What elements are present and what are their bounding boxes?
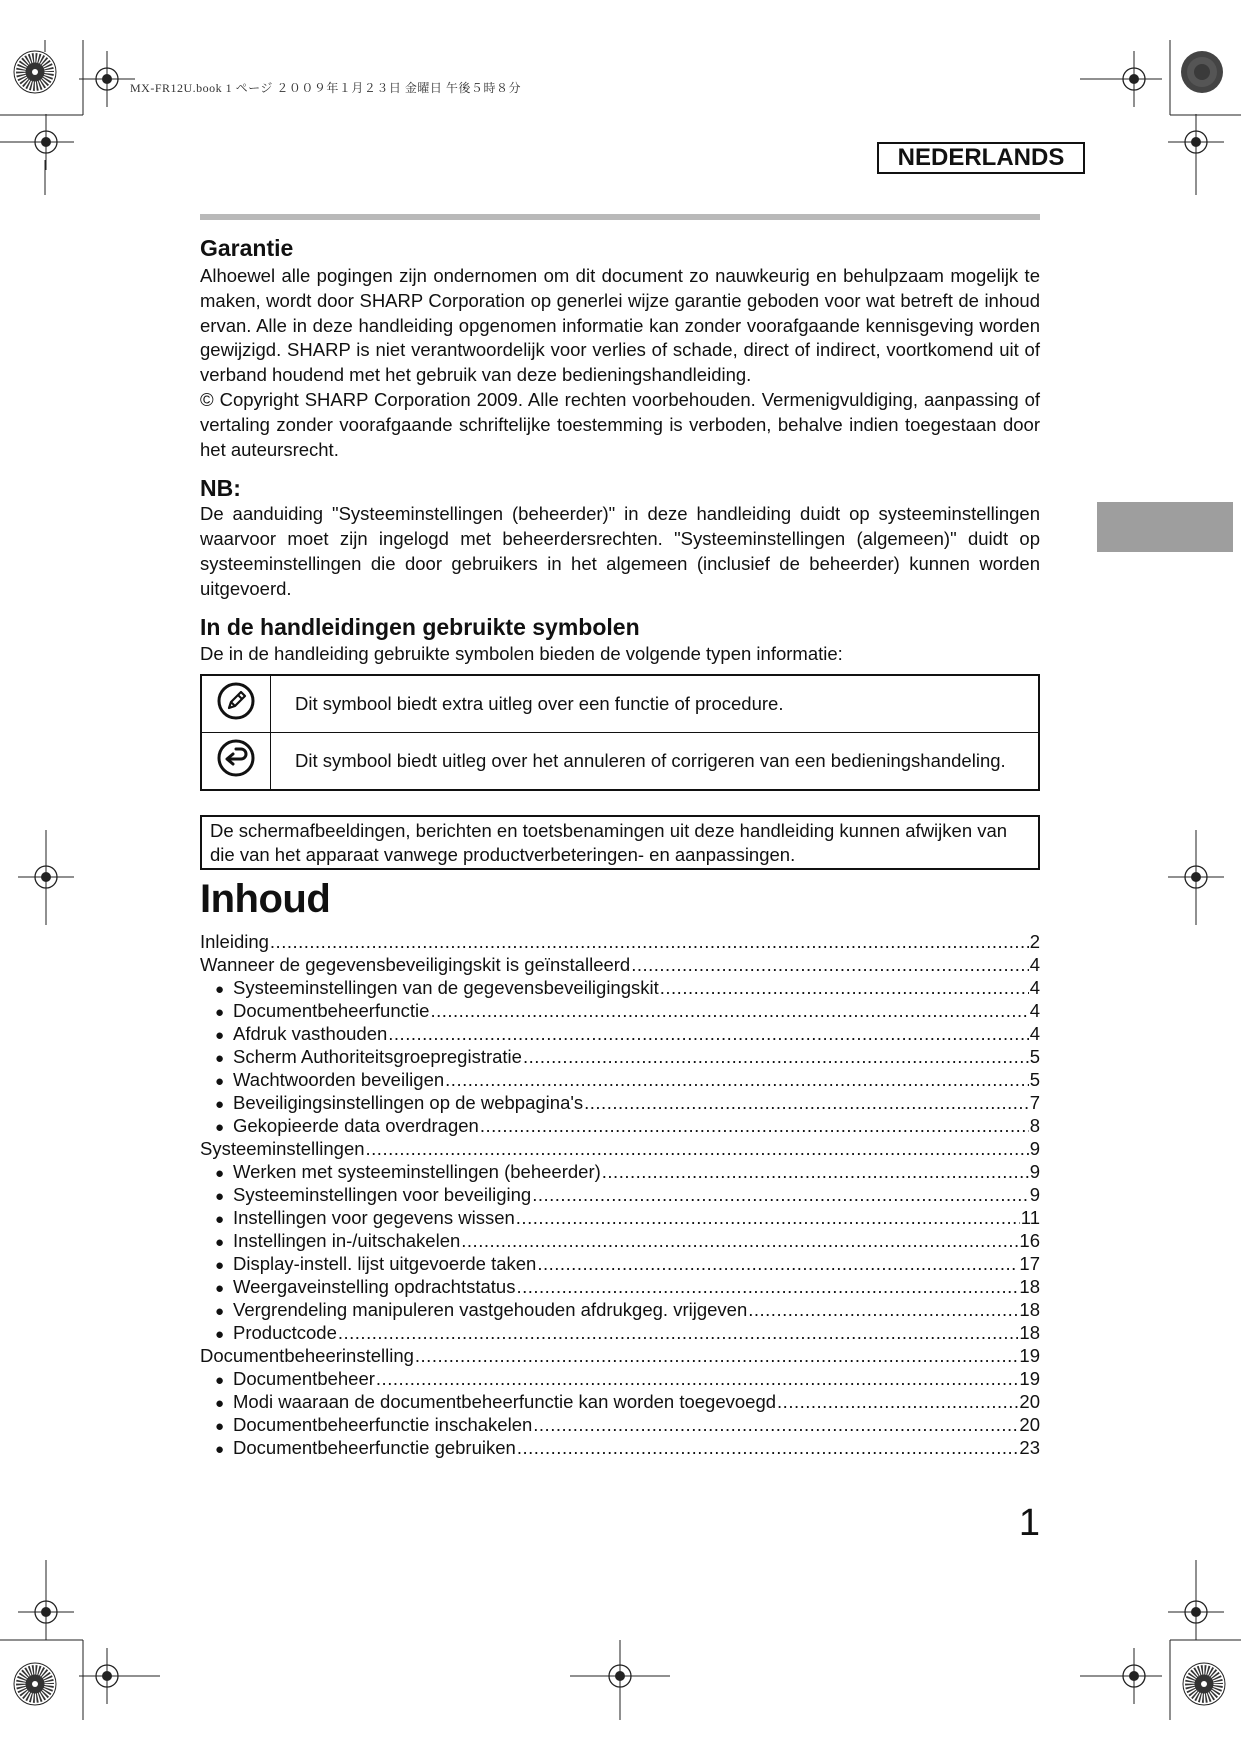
toc-leader-dots bbox=[748, 1298, 1018, 1321]
page-number: 1 bbox=[1018, 1502, 1040, 1544]
symbols-intro: De in de handleiding gebruikte symbolen bieden de volgende typen informatie: bbox=[200, 642, 843, 664]
symbols-row bbox=[201, 675, 1039, 733]
toc-entry-page: 4 bbox=[1029, 1023, 1040, 1045]
toc-leader-dots bbox=[523, 1045, 1029, 1068]
bullet-icon: ● bbox=[215, 1027, 225, 1045]
note-heading: NB: bbox=[200, 475, 241, 502]
toc-entry[interactable] bbox=[200, 1344, 1040, 1367]
toc-entry-title: Documentbeheerinstelling bbox=[200, 1345, 414, 1367]
toc-entry-title: Instellingen in-/uitschakelen bbox=[233, 1230, 461, 1252]
symbol-description: Dit symbool biedt extra uitleg over een functie of procedure. bbox=[271, 675, 1040, 733]
symbol-cell bbox=[201, 675, 271, 733]
toc-leader-dots bbox=[532, 1183, 1028, 1206]
toc-leader-dots bbox=[533, 1413, 1018, 1436]
toc-leader-dots bbox=[366, 1137, 1029, 1160]
toc-entry-page: 18 bbox=[1019, 1299, 1040, 1321]
toc-entry[interactable] bbox=[200, 1045, 1040, 1068]
undo-arrow-icon bbox=[216, 738, 256, 778]
toc-leader-dots bbox=[338, 1321, 1019, 1344]
symbol-description: Dit symbool biedt uitleg over het annuleren of corrigeren van een bedieningshandeling. bbox=[271, 733, 1040, 791]
warranty-section bbox=[200, 232, 1040, 462]
bullet-icon: ● bbox=[215, 1372, 225, 1390]
toc-entry-page: 4 bbox=[1029, 977, 1040, 999]
symbols-table bbox=[200, 674, 1040, 791]
toc-entry-title: Wachtwoorden beveiligen bbox=[233, 1069, 445, 1091]
toc-entry[interactable] bbox=[200, 1068, 1040, 1091]
toc-leader-dots bbox=[388, 1022, 1028, 1045]
toc-leader-dots bbox=[415, 1344, 1019, 1367]
toc-leader-dots bbox=[516, 1275, 1018, 1298]
bullet-icon: ● bbox=[215, 1050, 225, 1068]
toc-leader-dots bbox=[631, 953, 1028, 976]
toc-list bbox=[200, 930, 1040, 1459]
bullet-icon: ● bbox=[215, 1280, 225, 1298]
toc-leader-dots bbox=[517, 1436, 1019, 1459]
bullet-icon: ● bbox=[215, 1211, 225, 1229]
toc-entry[interactable] bbox=[200, 1298, 1040, 1321]
toc-leader-dots bbox=[376, 1367, 1019, 1390]
toc-entry-title: Systeeminstellingen van de gegevensbeveiligingskit bbox=[233, 977, 659, 999]
bullet-icon: ● bbox=[215, 981, 225, 999]
toc-entry-title: Gekopieerde data overdragen bbox=[233, 1115, 479, 1137]
symbol-cell bbox=[201, 733, 271, 791]
toc-entry-title: Instellingen voor gegevens wissen bbox=[233, 1207, 515, 1229]
toc-entry-title: Beveiligingsinstellingen op de webpagina's bbox=[233, 1092, 584, 1114]
toc-entry-page: 20 bbox=[1019, 1391, 1040, 1413]
toc-entry-page: 2 bbox=[1029, 931, 1040, 953]
toc-leader-dots bbox=[537, 1252, 1018, 1275]
toc-leader-dots bbox=[430, 999, 1028, 1022]
bullet-icon: ● bbox=[215, 1326, 225, 1344]
copyright-text: © Copyright SHARP Corporation 2009. Alle rechten voorbehouden. Vermenigvuldiging, aanpassing of vertaling zonder voorafgaande schriftelijke toestemming is verboden, behalve indien toegestaan door het auteursrecht. bbox=[200, 388, 1040, 460]
toc-leader-dots bbox=[777, 1390, 1018, 1413]
language-badge: NEDERLANDS bbox=[877, 142, 1085, 174]
symbols-heading: In de handleidingen gebruikte symbolen bbox=[200, 613, 640, 640]
bullet-icon: ● bbox=[215, 1234, 225, 1252]
warranty-body: Alhoewel alle pogingen zijn ondernomen om dit document zo nauwkeurig en behulpzaam mogelijk te maken, wordt door SHARP Corporation op generlei wijze garantie geboden voor wat betreft de inhoud ervan. Alle in deze handleiding opgenomen informatie kan zonder voorafgaande kennisgeving worden gewijzigd. SHARP is niet verantwoordelijk voor verlies of schade, direct of indirect, voortkomend uit of verband houdend met het gebruik van deze bedieningshandleiding. bbox=[200, 265, 1040, 386]
bullet-icon: ● bbox=[215, 1257, 225, 1275]
toc-section bbox=[200, 874, 1040, 1459]
toc-entry-title: Vergrendeling manipuleren vastgehouden afdrukgeg. vrijgeven bbox=[233, 1299, 748, 1321]
toc-entry[interactable] bbox=[200, 1022, 1040, 1045]
toc-entry-title: Documentbeheerfunctie bbox=[233, 1000, 430, 1022]
toc-entry[interactable] bbox=[200, 1137, 1040, 1160]
toc-entry[interactable] bbox=[200, 1275, 1040, 1298]
toc-entry-page: 9 bbox=[1029, 1138, 1040, 1160]
note-section bbox=[200, 474, 1040, 601]
toc-entry[interactable] bbox=[200, 1321, 1040, 1344]
toc-entry[interactable] bbox=[200, 1091, 1040, 1114]
toc-entry-title: Documentbeheerfunctie gebruiken bbox=[233, 1437, 516, 1459]
bullet-icon: ● bbox=[215, 1418, 225, 1436]
bullet-icon: ● bbox=[215, 1096, 225, 1114]
bullet-icon: ● bbox=[215, 1395, 225, 1413]
toc-entry-page: 9 bbox=[1029, 1184, 1040, 1206]
section-thumb-tab bbox=[1097, 502, 1233, 552]
toc-entry-title: Inleiding bbox=[200, 931, 269, 953]
toc-entry[interactable] bbox=[200, 1436, 1040, 1459]
header-rule bbox=[200, 214, 1040, 220]
toc-entry-page: 5 bbox=[1029, 1046, 1040, 1068]
toc-entry-title: Systeeminstellingen voor beveiliging bbox=[233, 1184, 532, 1206]
bullet-icon: ● bbox=[215, 1073, 225, 1091]
toc-entry-title: Wanneer de gegevensbeveiligingskit is geïnstalleerd bbox=[200, 954, 631, 976]
toc-leader-dots bbox=[480, 1114, 1029, 1137]
toc-entry[interactable] bbox=[200, 976, 1040, 999]
toc-entry-page: 7 bbox=[1029, 1092, 1040, 1114]
toc-entry[interactable] bbox=[200, 1390, 1040, 1413]
toc-entry-title: Display-instell. lijst uitgevoerde taken bbox=[233, 1253, 537, 1275]
print-job-info: MX-FR12U.book 1 ページ ２００９年１月２３日 金曜日 午後５時８分 bbox=[130, 81, 521, 95]
toc-entry-title: Modi waaraan de documentbeheerfunctie kan worden toegevoegd bbox=[233, 1391, 777, 1413]
toc-entry-title: Productcode bbox=[233, 1322, 337, 1344]
toc-entry-page: 4 bbox=[1029, 1000, 1040, 1022]
toc-entry-page: 9 bbox=[1029, 1161, 1040, 1183]
bullet-icon: ● bbox=[215, 1441, 225, 1459]
toc-leader-dots bbox=[584, 1091, 1029, 1114]
toc-entry-page: 19 bbox=[1019, 1345, 1040, 1367]
symbols-section bbox=[200, 612, 1040, 792]
pencil-note-icon bbox=[216, 681, 256, 721]
bullet-icon: ● bbox=[215, 1165, 225, 1183]
bullet-icon: ● bbox=[215, 1004, 225, 1022]
symbols-row bbox=[201, 733, 1039, 791]
toc-entry-title: Werken met systeeminstellingen (beheerder) bbox=[233, 1161, 601, 1183]
toc-entry-page: 8 bbox=[1029, 1115, 1040, 1137]
note-body: De aanduiding "Systeeminstellingen (beheerder)" in deze handleiding duidt op systeeminstellingen waarvoor moet zijn ingelogd met beheerdersrechten. "Systeeminstellingen (algemeen)" duidt op systeeminstellingen die door gebruikers in het algemeen (inclusief de beheerder) kunnen worden uitgevoerd. bbox=[200, 503, 1040, 599]
toc-entry[interactable] bbox=[200, 1413, 1040, 1436]
toc-entry-page: 16 bbox=[1019, 1230, 1040, 1252]
toc-entry-title: Documentbeheer bbox=[233, 1368, 375, 1390]
toc-leader-dots bbox=[270, 930, 1029, 953]
toc-entry[interactable] bbox=[200, 1183, 1040, 1206]
toc-leader-dots bbox=[445, 1068, 1029, 1091]
toc-leader-dots bbox=[461, 1229, 1018, 1252]
toc-entry-title: Weergaveinstelling opdrachtstatus bbox=[233, 1276, 516, 1298]
toc-entry-title: Systeeminstellingen bbox=[200, 1138, 365, 1160]
toc-entry-page: 11 bbox=[1020, 1207, 1040, 1229]
bullet-icon: ● bbox=[215, 1188, 225, 1206]
bullet-icon: ● bbox=[215, 1119, 225, 1137]
toc-entry[interactable] bbox=[200, 930, 1040, 953]
toc-entry[interactable] bbox=[200, 953, 1040, 976]
toc-entry-title: Scherm Authoriteitsgroepregistratie bbox=[233, 1046, 522, 1068]
bullet-icon: ● bbox=[215, 1303, 225, 1321]
screen-notice: De schermafbeeldingen, berichten en toetsbenamingen uit deze handleiding kunnen afwijken van die van het apparaat vanwege productverbeteringen- en aanpassingen. bbox=[200, 815, 1040, 870]
toc-entry-page: 18 bbox=[1019, 1276, 1040, 1298]
toc-leader-dots bbox=[602, 1160, 1029, 1183]
toc-entry-page: 4 bbox=[1029, 954, 1040, 976]
toc-leader-dots bbox=[660, 976, 1029, 999]
toc-entry[interactable] bbox=[200, 1229, 1040, 1252]
toc-entry-page: 20 bbox=[1019, 1414, 1040, 1436]
toc-entry[interactable] bbox=[200, 1160, 1040, 1183]
toc-entry[interactable] bbox=[200, 1367, 1040, 1390]
toc-leader-dots bbox=[516, 1206, 1020, 1229]
toc-entry-title: Documentbeheerfunctie inschakelen bbox=[233, 1414, 533, 1436]
toc-entry[interactable] bbox=[200, 1206, 1040, 1229]
toc-entry-page: 5 bbox=[1029, 1069, 1040, 1091]
toc-entry-page: 23 bbox=[1019, 1437, 1040, 1459]
toc-entry-title: Afdruk vasthouden bbox=[233, 1023, 388, 1045]
toc-title: Inhoud bbox=[200, 877, 331, 922]
toc-entry-page: 17 bbox=[1019, 1253, 1040, 1275]
toc-entry[interactable] bbox=[200, 999, 1040, 1022]
toc-entry[interactable] bbox=[200, 1114, 1040, 1137]
toc-entry-page: 18 bbox=[1019, 1322, 1040, 1344]
toc-entry-page: 19 bbox=[1019, 1368, 1040, 1390]
page-content bbox=[200, 232, 1040, 1459]
warranty-heading: Garantie bbox=[200, 235, 294, 261]
toc-entry[interactable] bbox=[200, 1252, 1040, 1275]
